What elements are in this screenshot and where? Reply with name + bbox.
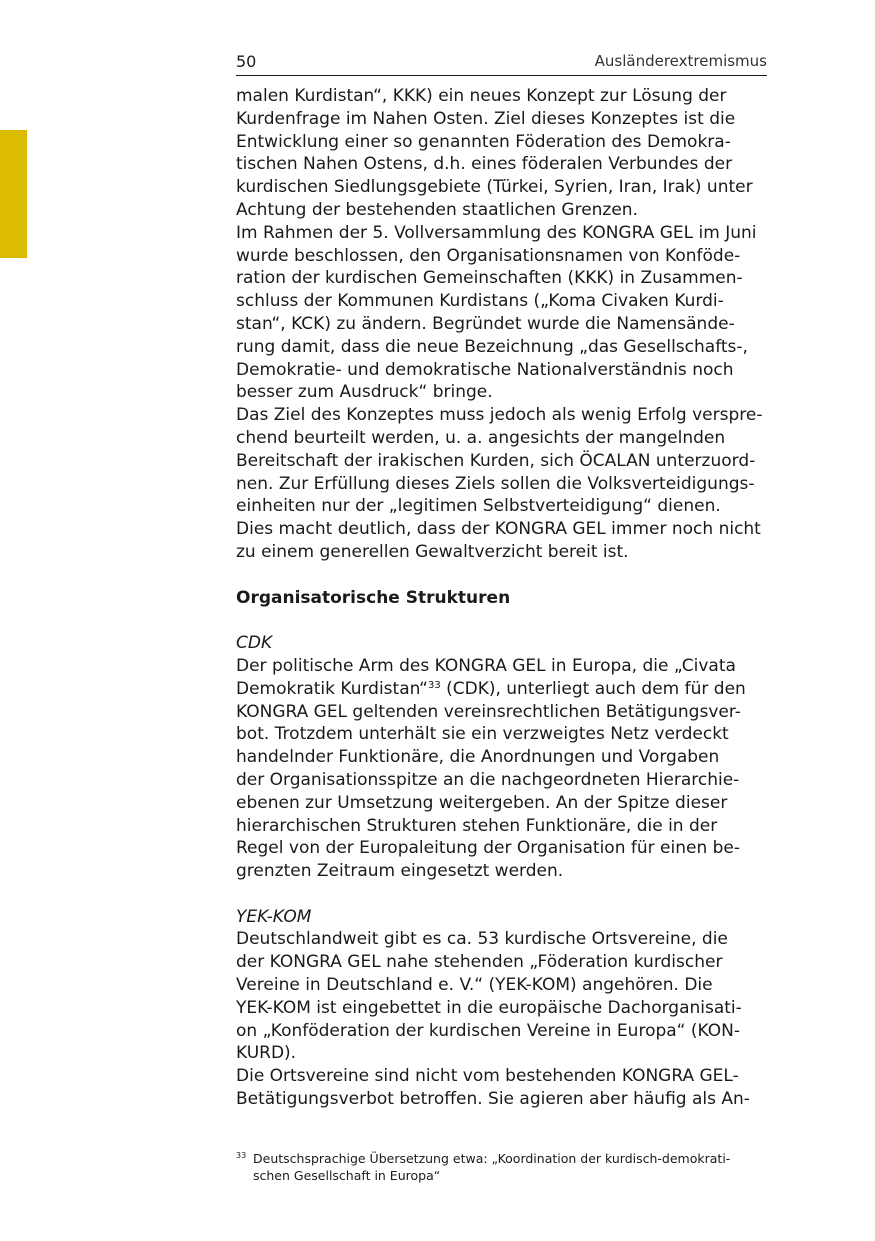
cdk-section	[236, 632, 767, 883]
text-line: kurdischen Siedlungsgebiete (Türkei, Syrien, Iran, Irak) unter	[236, 177, 753, 198]
text-line: Im Rahmen der 5. Vollversammlung des KONGRA GEL im Juni	[236, 222, 757, 243]
text-line: zu einem generellen Gewaltverzicht bereit ist.	[236, 541, 629, 562]
yekkom-subheading: YEK-KOM	[236, 906, 312, 927]
text-line: Achtung der bestehenden staatlichen Grenzen.	[236, 199, 638, 220]
text-line: Die Ortsvereine sind nicht vom bestehenden KONGRA GEL-	[236, 1066, 739, 1087]
text-line-with-footnote	[236, 678, 767, 701]
yekkom-section	[236, 906, 767, 1111]
text-line: Der politische Arm des KONGRA GEL in Europa, die „Civata	[236, 655, 736, 676]
cdk-subheading: CDK	[236, 633, 273, 654]
text-line: wurde beschlossen, den Organisationsnamen von Konföde-	[236, 245, 741, 266]
paragraph-3	[236, 404, 767, 564]
page-header	[236, 50, 767, 76]
footnote-line: schen Gesellschaft in Europa“	[253, 1168, 441, 1183]
text-line: handelnder Funktionäre, die Anordnungen und Vorgaben	[236, 747, 720, 768]
text-line: bot. Trotzdem unterhält sie ein verzweigtes Netz verdeckt	[236, 724, 729, 745]
text-line: Demokratie- und demokratische Nationalverständnis noch	[236, 359, 734, 380]
text-line: ration der kurdischen Gemeinschaften (KKK) in Zusammen-	[236, 268, 743, 289]
paragraph-2	[236, 222, 767, 404]
text-line: ebenen zur Umsetzung weitergeben. An der Spitze dieser	[236, 792, 728, 813]
text-line: Kurdenfrage im Nahen Osten. Ziel dieses Konzeptes ist die	[236, 108, 736, 129]
text-line: Dies macht deutlich, dass der KONGRA GEL immer noch nicht	[236, 519, 761, 540]
text-fragment: Demokratik Kurdistan“	[236, 678, 428, 699]
text-line: KURD).	[236, 1043, 297, 1064]
text-fragment: (CDK), unterliegt auch dem für den	[440, 678, 746, 699]
text-line: Betätigungsverbot betroffen. Sie agieren aber häufig als An-	[236, 1089, 750, 1110]
section-heading: Organisatorische Strukturen	[236, 587, 511, 608]
text-line: chend beurteilt werden, u. a. angesichts der mangelnden	[236, 427, 726, 448]
text-line: rung damit, dass die neue Bezeichnung „das Gesellschafts-,	[236, 336, 748, 357]
text-line: besser zum Ausdruck“ bringe.	[236, 382, 493, 403]
text-line: KONGRA GEL geltenden vereinsrechtlichen Betätigungsver-	[236, 701, 741, 722]
text-line: malen Kurdistan“, KKK) ein neues Konzept zur Lösung der	[236, 86, 727, 106]
text-line: Deutschlandweit gibt es ca. 53 kurdische Ortsvereine, die	[236, 929, 728, 950]
text-line: grenzten Zeitraum eingesetzt werden.	[236, 861, 564, 882]
chapter-color-tab	[0, 130, 27, 258]
text-line: tischen Nahen Ostens, d.h. eines föderalen Verbundes der	[236, 154, 733, 175]
footnote	[236, 1150, 767, 1184]
text-line: on „Konföderation der kurdischen Vereine in Europa“ (KON-	[236, 1020, 740, 1041]
text-line: stan“, KCK) zu ändern. Begründet wurde die Namensände-	[236, 313, 735, 334]
page-number: 50	[236, 52, 257, 71]
text-line: der KONGRA GEL nahe stehenden „Föderation kurdischer	[236, 952, 723, 973]
text-line: Bereitschaft der irakischen Kurden, sich ÖCALAN unterzuord-	[236, 450, 756, 471]
text-line: hierarchischen Strukturen stehen Funktionäre, die in der	[236, 815, 718, 836]
body-text	[236, 85, 767, 1111]
text-line: Entwicklung einer so genannten Föderation des Demokra-	[236, 131, 731, 152]
text-line: nen. Zur Erfüllung dieses Ziels sollen die Volksverteidigungs-	[236, 473, 755, 494]
footnote-number: 33	[236, 1151, 247, 1160]
text-line: einheiten nur der „legitimen Selbstverteidigung“ dienen.	[236, 496, 721, 517]
text-line: YEK-KOM ist eingebettet in die europäische Dachorganisati-	[236, 997, 742, 1018]
text-line: Regel von der Europaleitung der Organisation für einen be-	[236, 838, 741, 859]
footnote-reference: 33	[427, 679, 441, 691]
text-line: Das Ziel des Konzeptes muss jedoch als wenig Erfolg verspre-	[236, 405, 763, 426]
text-line: schluss der Kommunen Kurdistans („Koma Civaken Kurdi-	[236, 291, 724, 312]
text-line: der Organisationsspitze an die nachgeordneten Hierarchie-	[236, 769, 740, 790]
paragraph-1	[236, 85, 767, 222]
footnote-line: Deutschsprachige Übersetzung etwa: „Koordination der kurdisch-demokrati-	[253, 1151, 731, 1166]
text-line: Vereine in Deutschland e. V.“ (YEK-KOM) angehören. Die	[236, 975, 713, 996]
running-head: Ausländerextremismus	[594, 52, 767, 70]
